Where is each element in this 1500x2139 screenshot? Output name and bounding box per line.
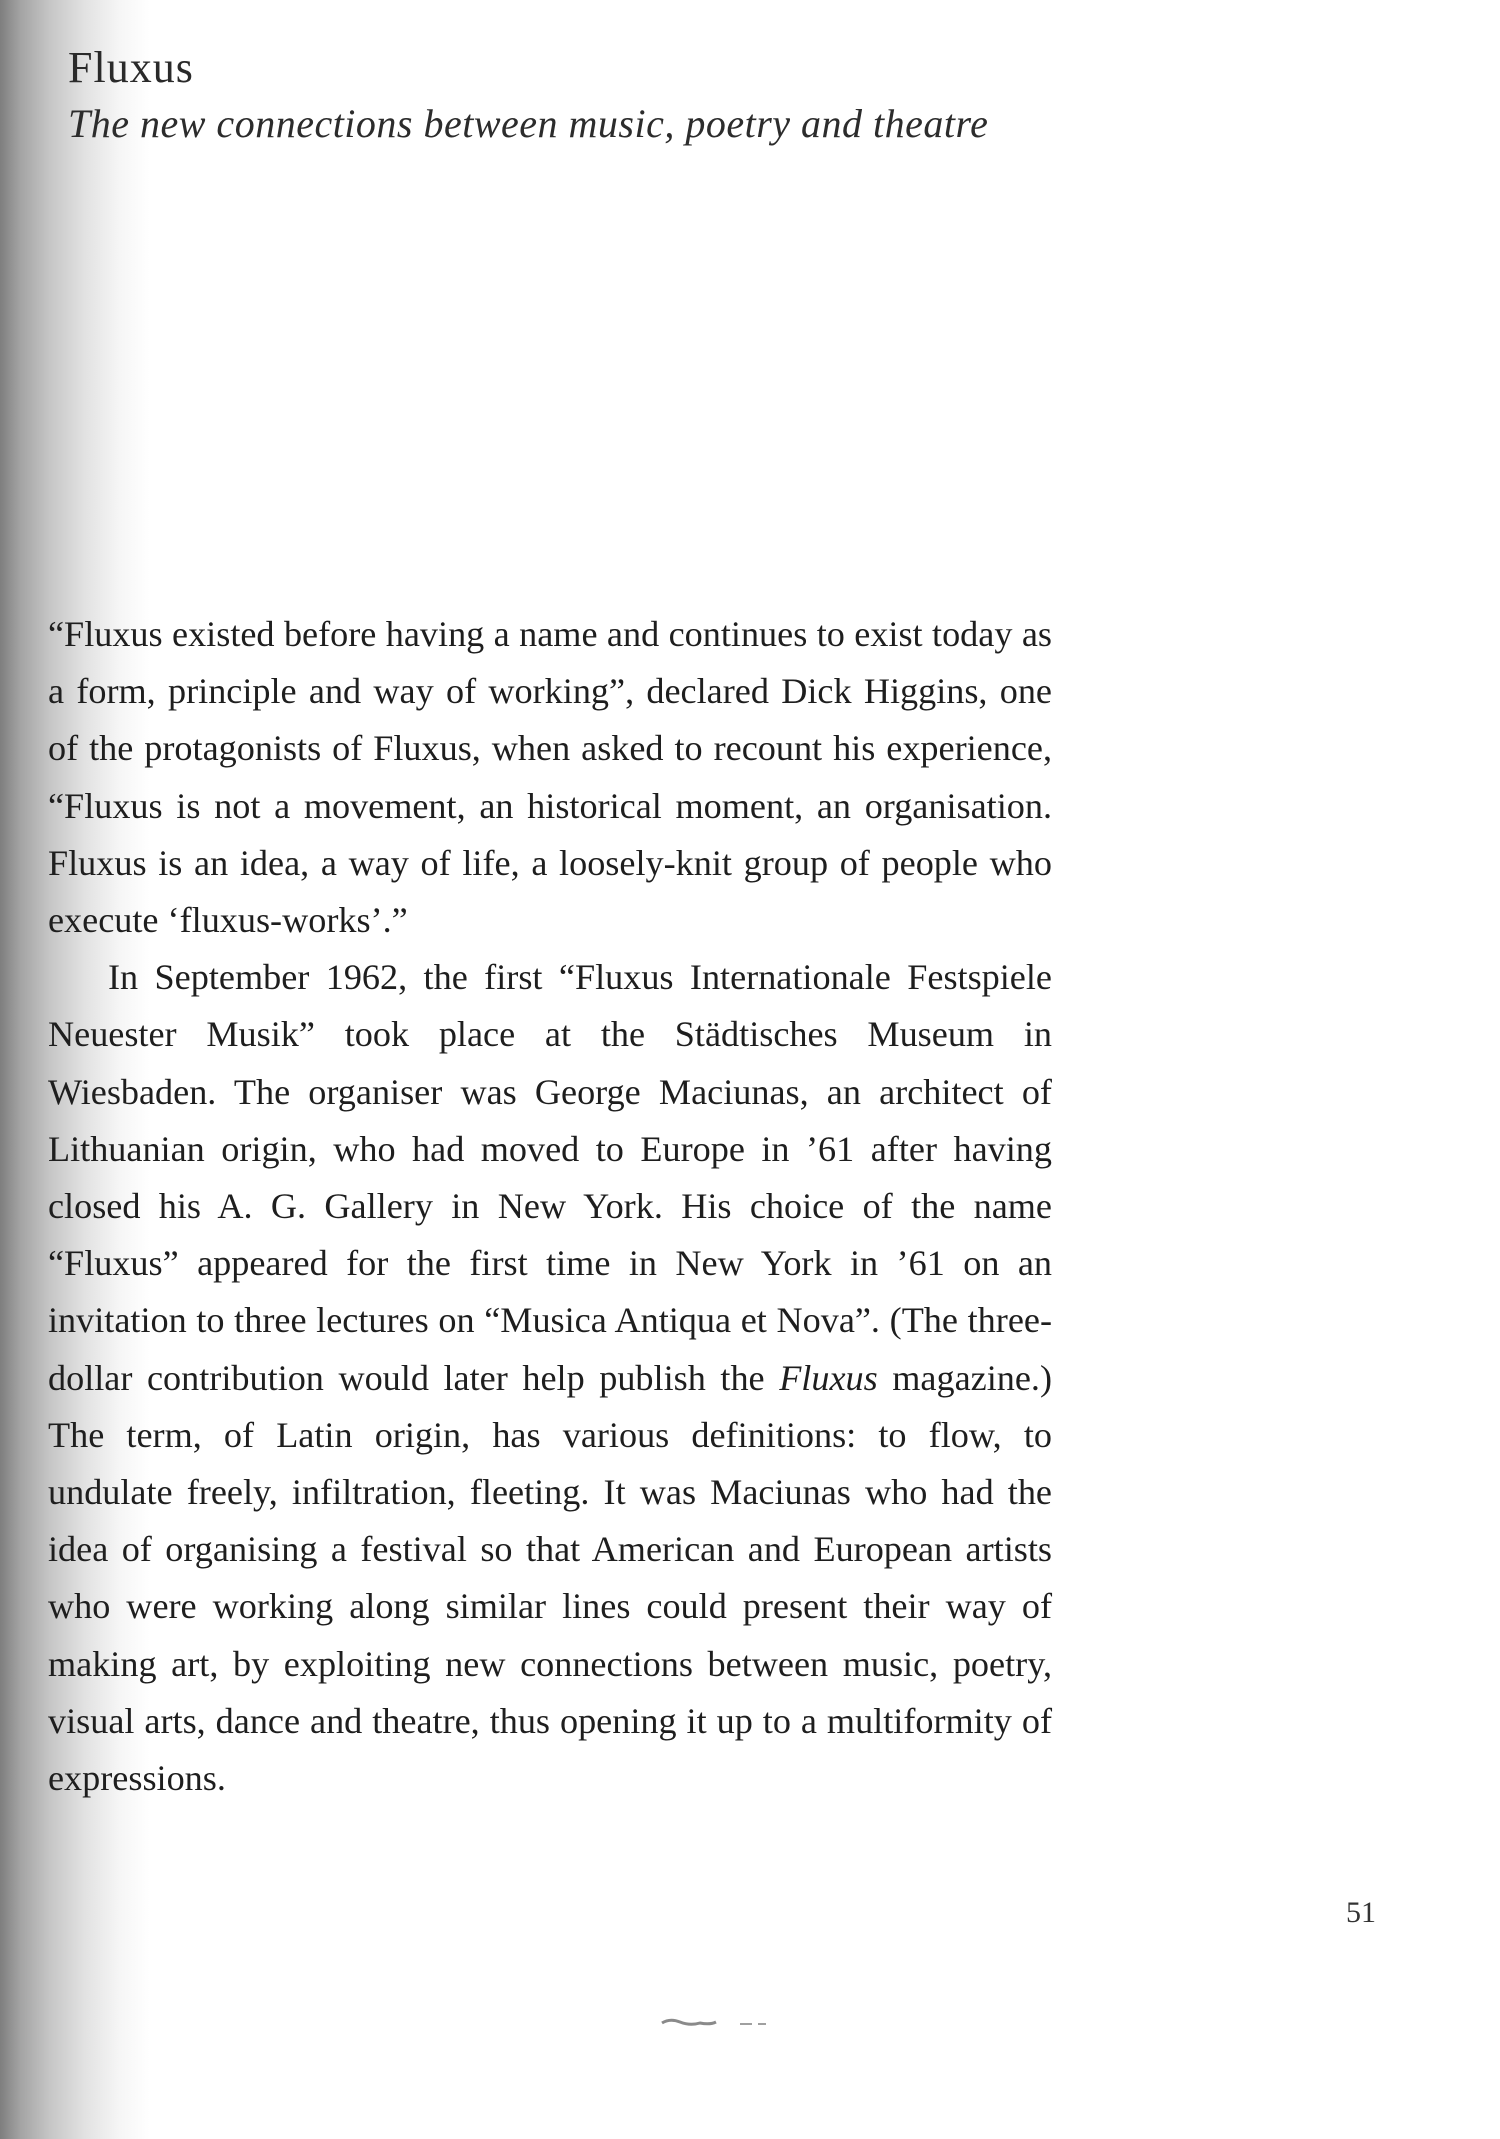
section-title: Fluxus xyxy=(68,43,194,92)
paragraph-2 xyxy=(48,949,1052,1807)
scan-smudge xyxy=(660,2015,770,2029)
page-number: 51 xyxy=(1346,1896,1376,1929)
paragraph-2-text-start: In September 1962, the first “Fluxus Internationale Festspiele Neuester Musik” took place at the Städtisches Museum in Wiesbaden. The organiser was George Maciunas, an architect of Lithuanian origin, who had moved to Europe in ’61 after having closed his A. G. Gallery in New York. His choice of the name “Fluxus” appeared for the first time in New York in ’61 on an invitation to three lectures on “Musica Antiqua et Nova”. (The three-dollar contribution would later help publish the xyxy=(48,957,1052,1398)
paragraph-1: “Fluxus existed before having a name and continues to exist today as a form, principle and way of working”, declared Dick Higgins, one of the protagonists of Fluxus, when asked to recount his experience, “Fluxus is not a movement, an historical moment, an organisation. Fluxus is an idea, a way of life, a loosely-knit group of people who execute ‘fluxus-works’.” xyxy=(48,614,1052,941)
paragraph-2-text-end: magazine.) The term, of Latin origin, has various definitions: to flow, to undulate freely, infiltration, fleeting. It was Maciunas who had the idea of organising a festival so that American and European artists who were working along similar lines could present their way of making art, by exploiting new connections between music, poetry, visual arts, dance and theatre, thus opening it up to a multiformity of expressions. xyxy=(48,1357,1052,1799)
section-subtitle: The new connections between music, poetry and theatre xyxy=(68,101,989,146)
magazine-title: Fluxus xyxy=(779,1357,878,1398)
running-head xyxy=(68,42,1168,150)
body-text xyxy=(48,606,1052,1807)
